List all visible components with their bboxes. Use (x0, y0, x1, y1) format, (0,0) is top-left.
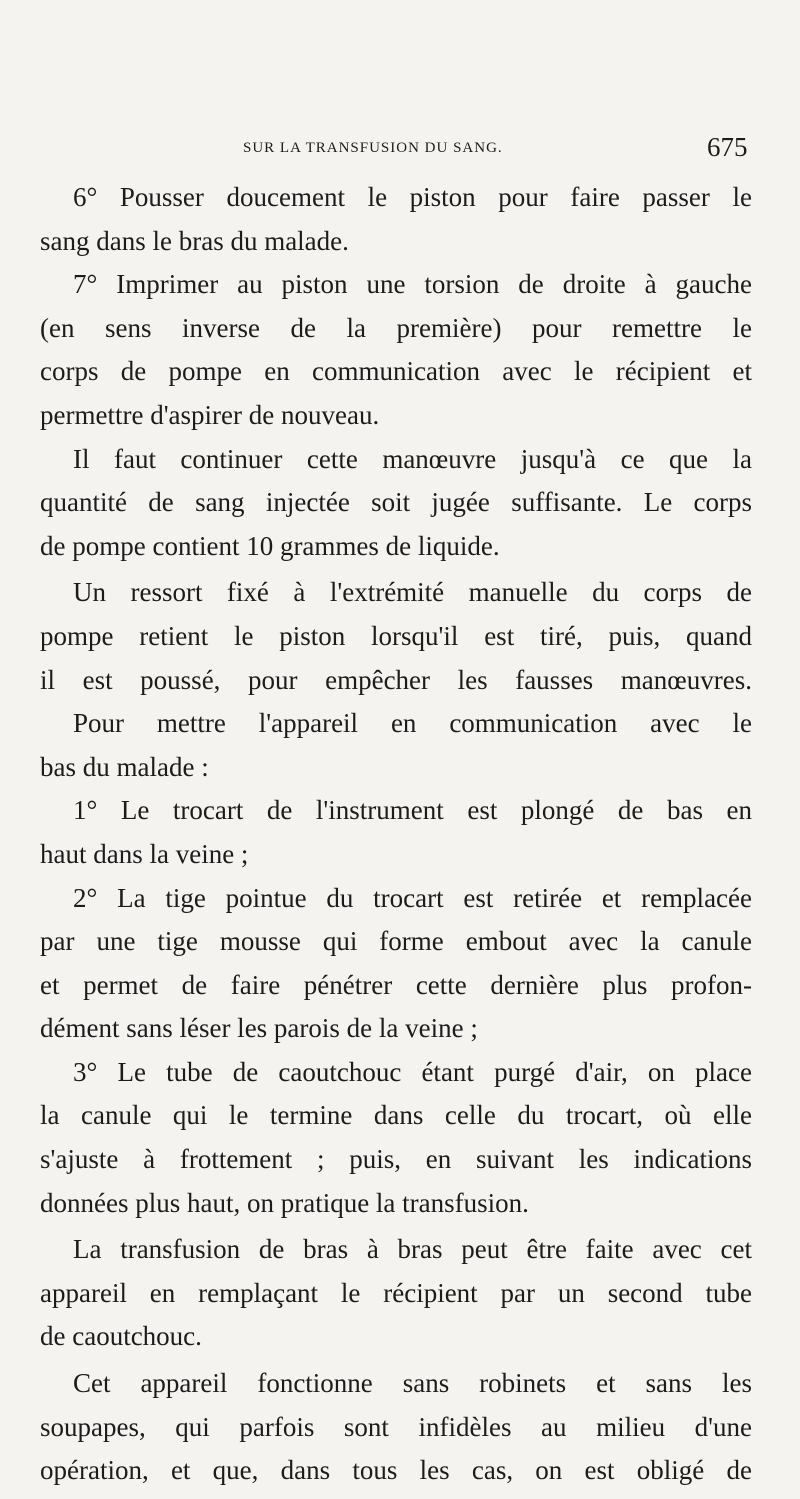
text-line: pompe retient le piston lorsqu'il est tiré, puis, quand (40, 620, 752, 651)
text-line: sang dans le bras du malade. (40, 225, 349, 256)
text-line: corps de pompe en communication avec le récipient et (40, 356, 752, 387)
page-header (0, 132, 800, 168)
text-line: appareil en remplaçant le récipient par un second tube (40, 1277, 752, 1308)
text-line: 6° Pousser doucement le piston pour faire passer le (73, 182, 752, 212)
page-number: 675 (707, 132, 748, 162)
text-line: dément sans léser les parois de la veine ; (40, 1013, 478, 1044)
text-line: par une tige mousse qui forme embout avec la canule (40, 926, 752, 957)
body-text (40, 176, 752, 1493)
text-line: Cet appareil fonctionne sans robinets et sans les (73, 1368, 752, 1399)
text-line: bas du malade : (40, 751, 209, 782)
text-line: la canule qui le termine dans celle du trocart, où elle (40, 1100, 752, 1131)
running-title: SUR LA TRANSFUSION DU SANG. (243, 140, 503, 156)
text-line: il est poussé, pour empêcher les fausses manœuvres. (40, 664, 752, 695)
text-line: Un ressort fixé à l'extrémité manuelle du corps de (73, 577, 752, 608)
text-line: opération, et que, dans tous les cas, on est obligé de (40, 1455, 752, 1486)
text-line: et permet de faire pénétrer cette dernière plus profon- (40, 969, 752, 1000)
text-line: 2° La tige pointue du trocart est retirée et remplacée (73, 882, 752, 913)
text-line: (en sens inverse de la première) pour remettre le (40, 312, 752, 343)
text-line: La transfusion de bras à bras peut être faite avec cet (73, 1234, 752, 1265)
text-line: 3° Le tube de caoutchouc étant purgé d'air, on place (73, 1056, 752, 1087)
text-line: de pompe contient 10 grammes de liquide. (40, 530, 500, 561)
text-line: données plus haut, on pratique la transfusion. (40, 1187, 529, 1218)
text-line: 1° Le trocart de l'instrument est plongé de bas en (73, 795, 752, 826)
text-line: 7° Imprimer au piston une torsion de droite à gauche (73, 269, 752, 300)
text-line: s'ajuste à frottement ; puis, en suivant les indications (40, 1144, 752, 1175)
text-line: de caoutchouc. (40, 1321, 202, 1352)
text-line: Pour mettre l'appareil en communication avec le (73, 708, 752, 739)
text-line: haut dans la veine ; (40, 838, 249, 869)
text-line: permettre d'aspirer de nouveau. (40, 399, 380, 430)
text-line: Il faut continuer cette manœuvre jusqu'à ce que la (73, 443, 752, 474)
text-line: quantité de sang injectée soit jugée suffisante. Le corps (40, 487, 752, 518)
text-line: soupapes, qui parfois sont infidèles au milieu d'une (40, 1411, 752, 1442)
